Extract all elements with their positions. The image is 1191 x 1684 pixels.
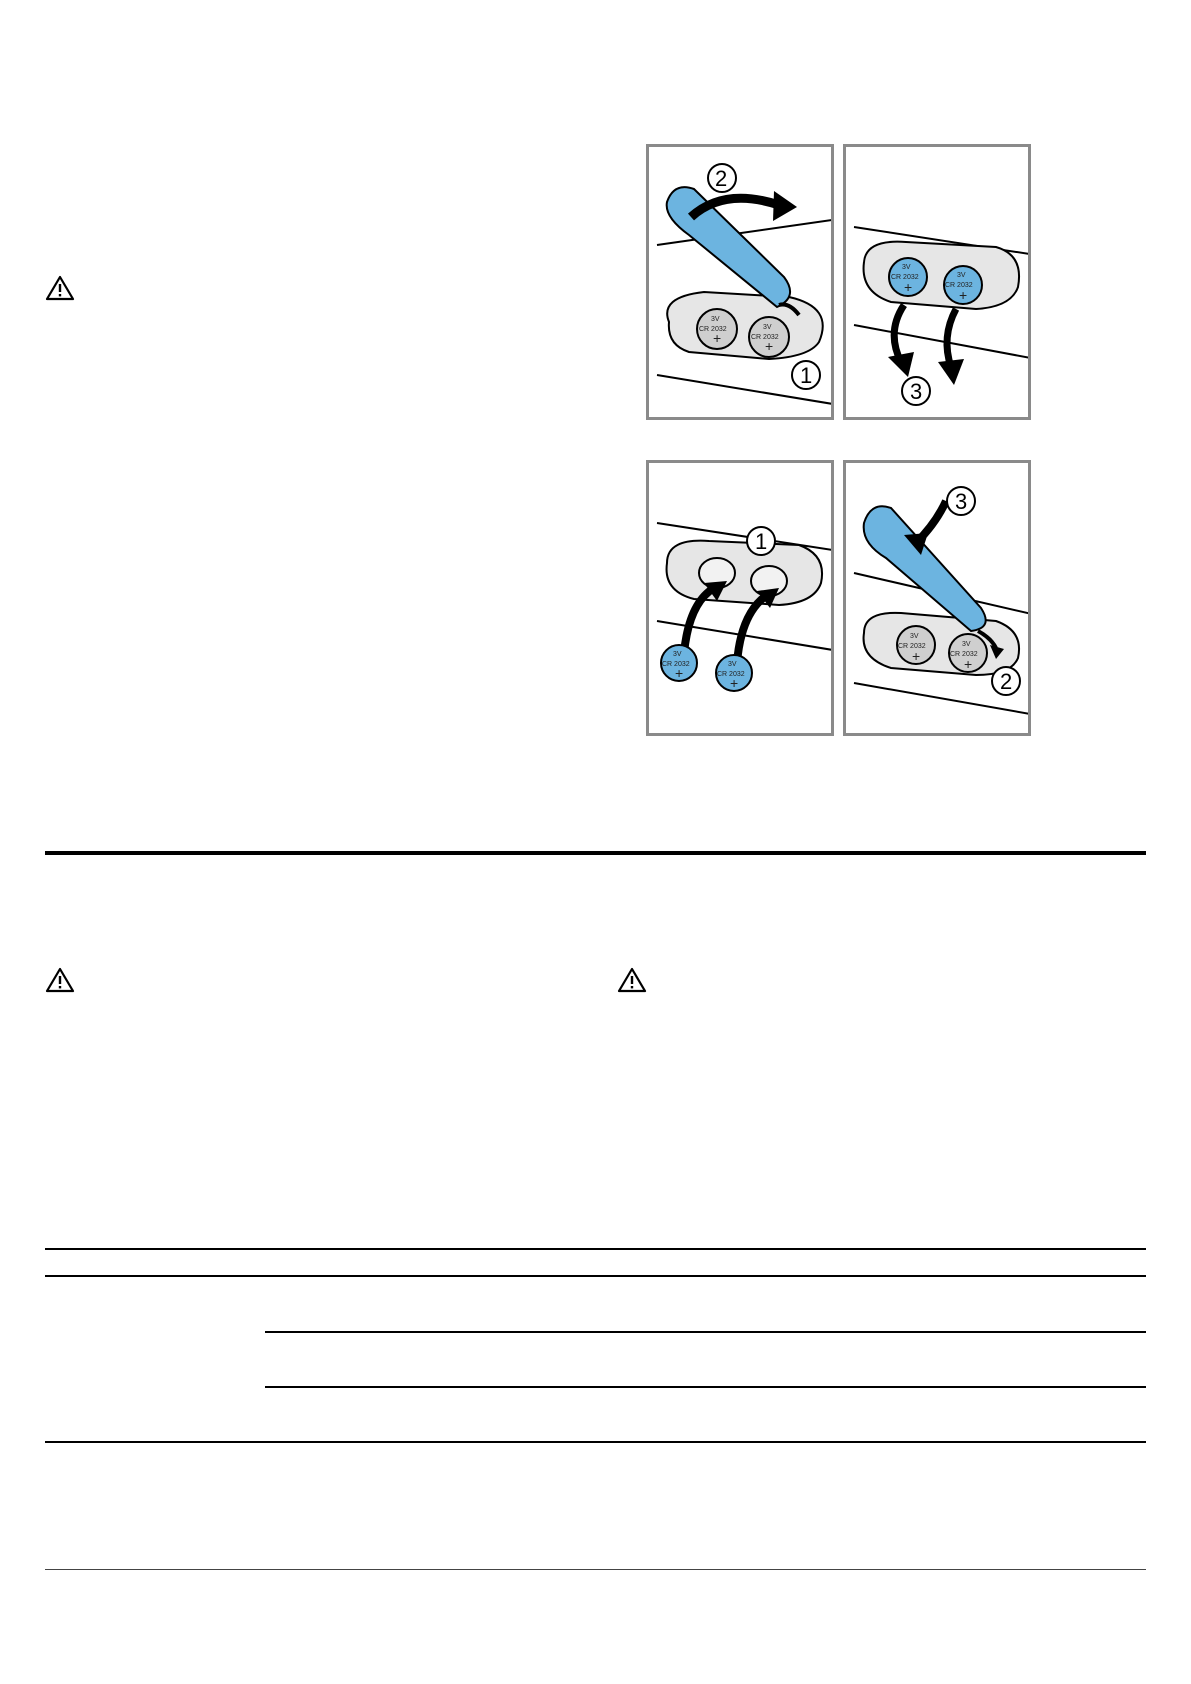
table-rule-bottom xyxy=(45,1569,1146,1570)
svg-text:1: 1 xyxy=(800,363,813,388)
svg-text:CR 2032: CR 2032 xyxy=(717,671,745,678)
svg-text:3V: 3V xyxy=(962,641,971,648)
battery-label: 3V xyxy=(711,316,720,323)
svg-text:+: + xyxy=(765,338,774,354)
svg-text:CR 2032: CR 2032 xyxy=(699,326,727,333)
svg-text:3V: 3V xyxy=(673,651,682,658)
svg-text:+: + xyxy=(713,330,722,346)
svg-text:+: + xyxy=(959,287,968,303)
figure-panel-remove-cover xyxy=(646,144,834,420)
svg-text:+: + xyxy=(730,675,739,691)
svg-text:3V: 3V xyxy=(763,324,772,331)
svg-text:+: + xyxy=(904,279,913,295)
svg-text:CR 2032: CR 2032 xyxy=(891,274,919,281)
table-rule-group xyxy=(45,1441,1146,1443)
svg-text:3V: 3V xyxy=(728,661,737,668)
svg-text:CR 2032: CR 2032 xyxy=(945,282,973,289)
svg-text:3: 3 xyxy=(910,379,923,404)
svg-text:3V: 3V xyxy=(902,264,911,271)
warning-triangle-icon xyxy=(45,275,75,301)
svg-text:+: + xyxy=(964,656,973,672)
svg-text:CR 2032: CR 2032 xyxy=(950,651,978,658)
svg-text:CR 2032: CR 2032 xyxy=(751,334,779,341)
svg-text:+: + xyxy=(912,648,921,664)
warning-triangle-icon xyxy=(45,967,75,993)
warning-triangle-icon xyxy=(617,967,647,993)
svg-text:CR 2032: CR 2032 xyxy=(662,661,690,668)
table-rule-header xyxy=(45,1275,1146,1277)
step-number: 2 xyxy=(715,166,728,191)
svg-text:+: + xyxy=(675,665,684,681)
svg-text:3V: 3V xyxy=(910,633,919,640)
figure-panel-replace-cover xyxy=(843,460,1031,736)
figure-panel-insert-batteries xyxy=(646,460,834,736)
svg-text:3: 3 xyxy=(955,489,968,514)
table-rule-row xyxy=(265,1386,1146,1388)
table-rule-row xyxy=(265,1331,1146,1333)
figure-panel-remove-batteries xyxy=(843,144,1031,420)
svg-text:1: 1 xyxy=(755,529,768,554)
table-rule-top xyxy=(45,1248,1146,1250)
section-divider xyxy=(45,851,1146,855)
svg-text:2: 2 xyxy=(1000,669,1013,694)
svg-text:3V: 3V xyxy=(957,272,966,279)
svg-text:CR 2032: CR 2032 xyxy=(898,643,926,650)
